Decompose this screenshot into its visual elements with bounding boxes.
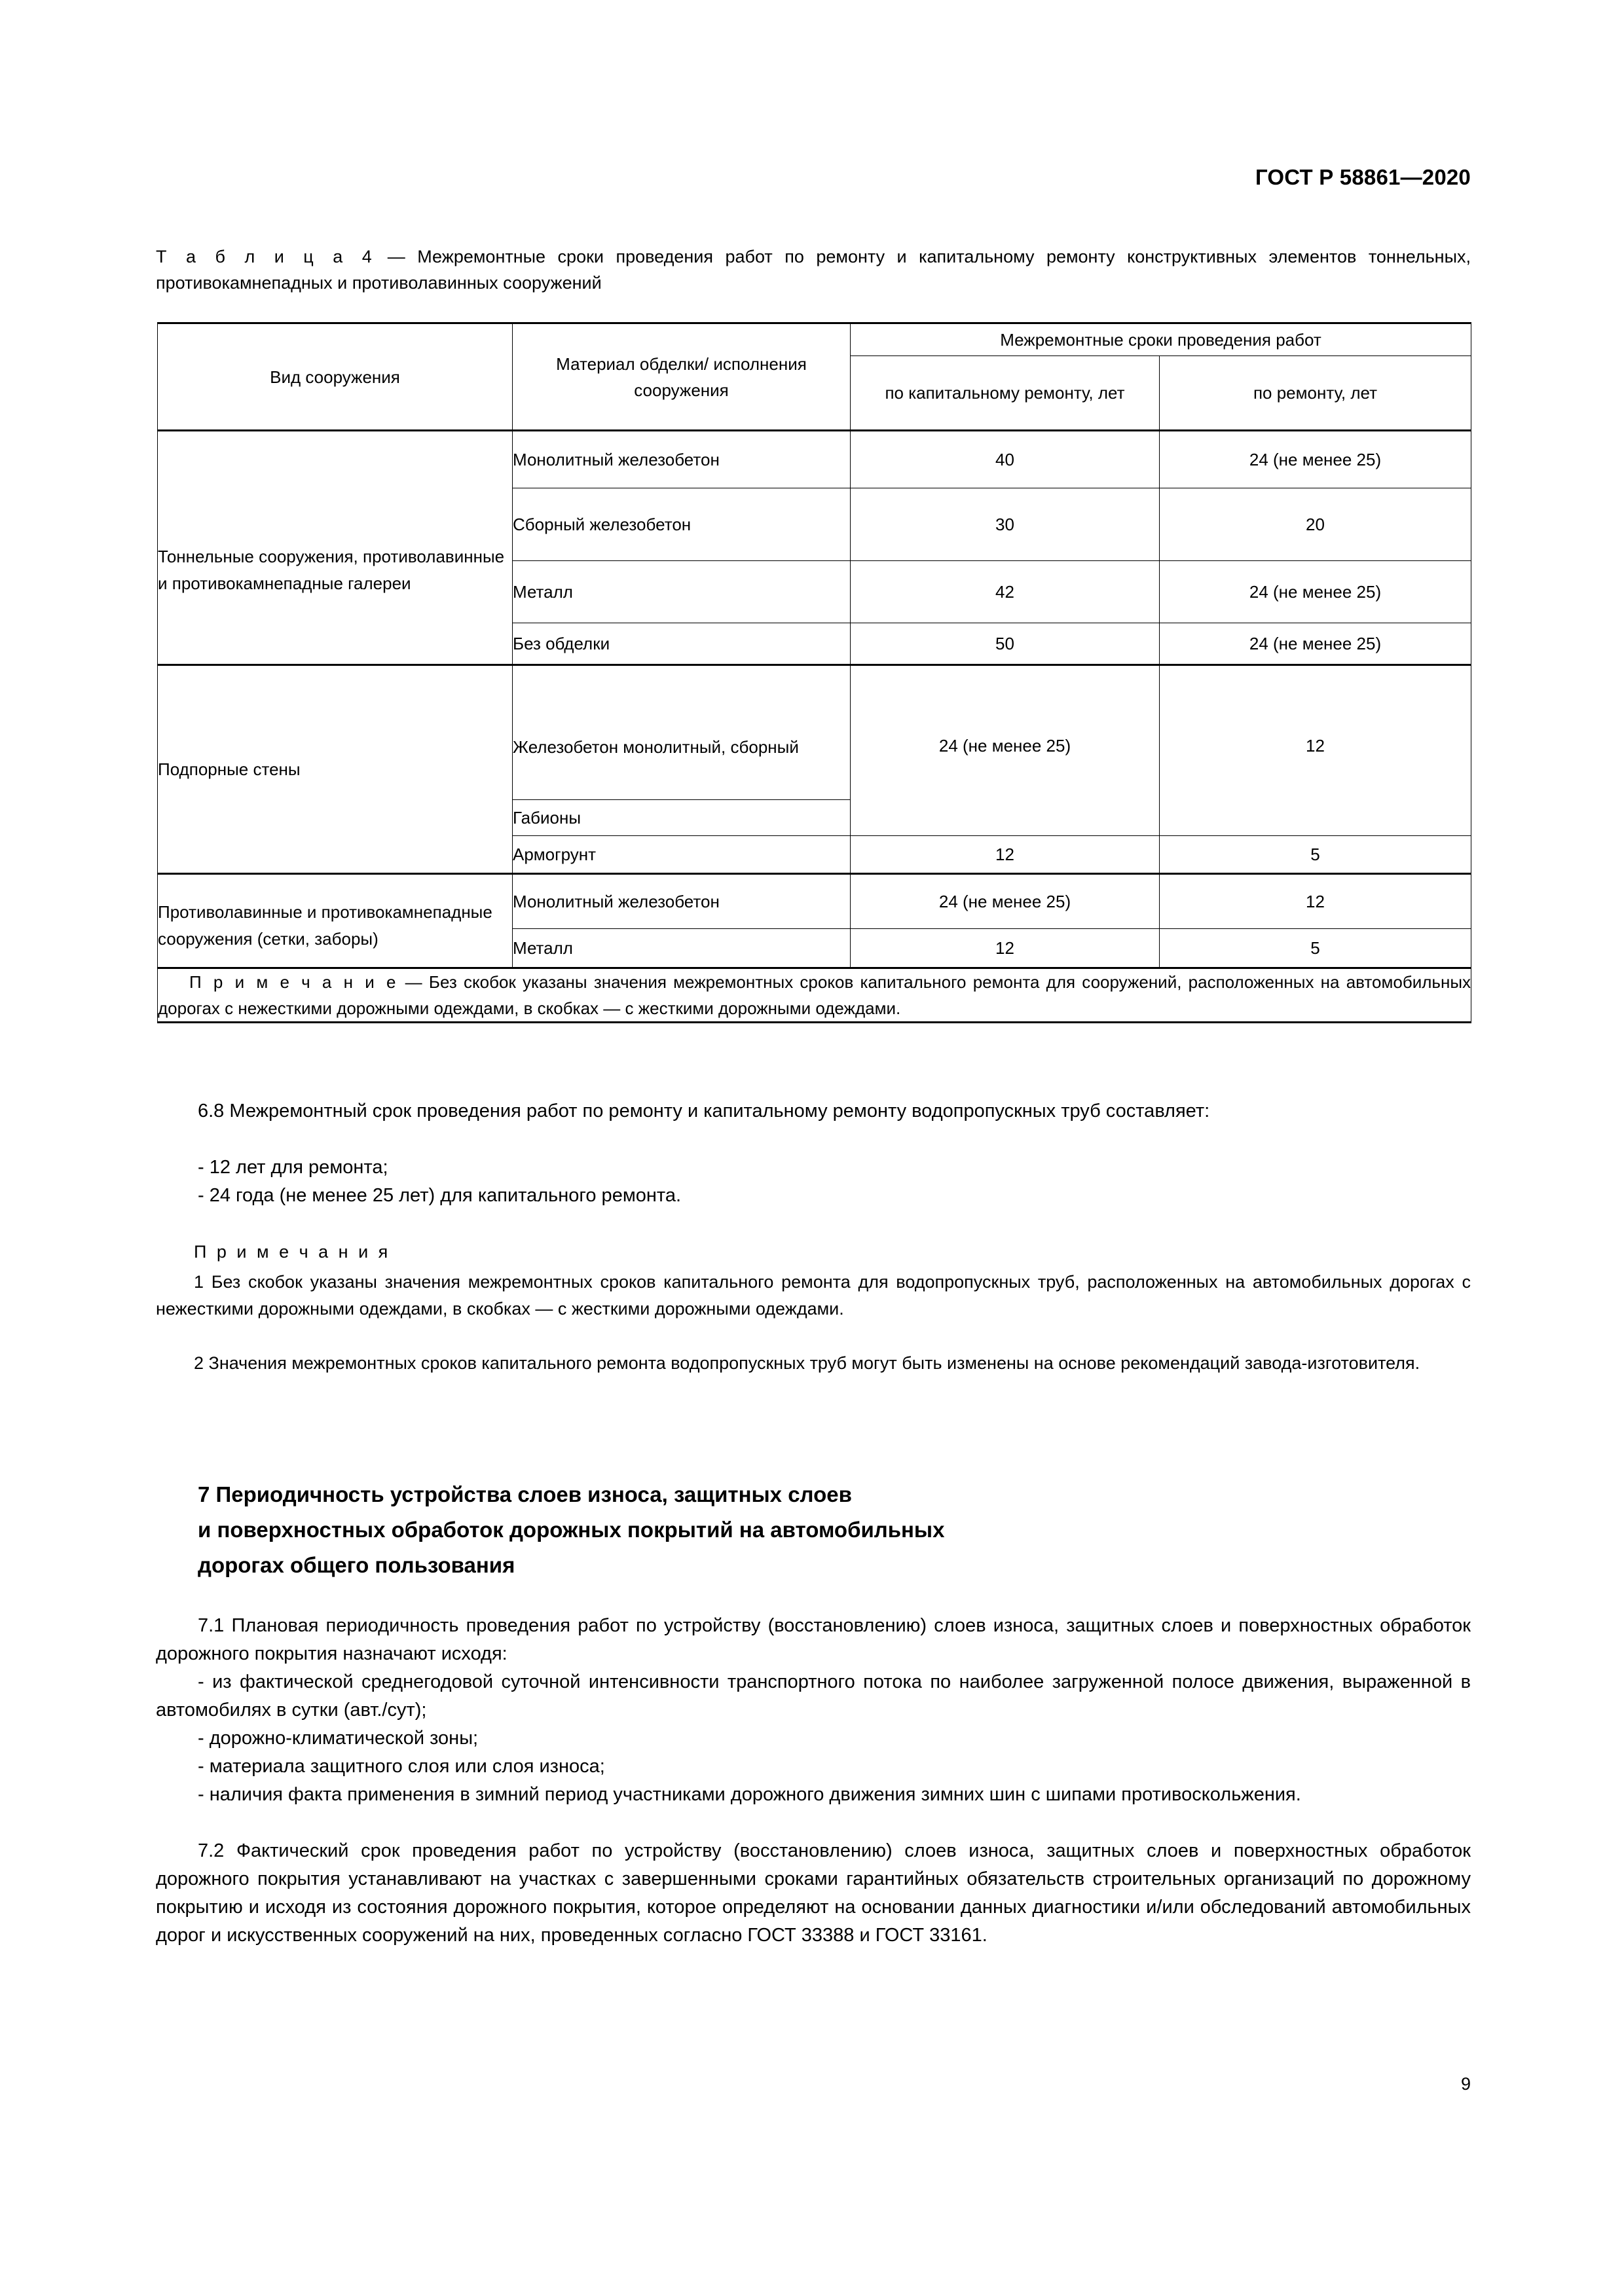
cell-capital-repair: 12 — [851, 929, 1160, 968]
document-header-standard-id: ГОСТ Р 58861—2020 — [1255, 165, 1471, 189]
table-note-text: Без скобок указаны значения межремонтных сроков капитального ремонта для сооружений, расположенных на автомобильных дорогах с нежесткими дорожными одеждами, в скобках — с жесткими дорожными одеждами. — [158, 972, 1471, 1018]
header-maintenance-intervals-group: Межремонтные сроки проведения работ — [851, 323, 1471, 356]
cell-repair: 24 (не менее 25) — [1160, 623, 1471, 665]
cell-structure-type: Тоннельные сооружения, противолавинные и противокамнепадные галереи — [158, 431, 513, 665]
cell-capital-repair: 12 — [851, 836, 1160, 874]
table-caption — [156, 244, 1471, 296]
table-caption-dash: — — [375, 247, 418, 266]
cell-capital-repair: 24 (не менее 25) — [851, 874, 1160, 929]
cell-material: Без обделки — [513, 623, 851, 665]
clause-7-1-bullet-1: - из фактической среднегодовой суточной интенсивности транспортного потока по наиболее загруженной полосе движения, выраженной в автомобилях в сутки (авт./сут); — [156, 1671, 1471, 1721]
header-lining-material: Материал обделки/ исполнения сооружения — [513, 323, 851, 431]
clause-7-2-text: 7.2 Фактический срок проведения работ по устройству (восстановлению) слоев износа, защитных слоев и поверхностных обработок дорожного покрытия устанавливают на участках с завершенными сроками гарантийных обязательств строительных организаций по дорожному покрытию и исходя из состояния дорожного покрытия, которое определяют на основании данных диагностики и/или обследований автомобильных дорог и искусственных сооружений на них, проведенных согласно ГОСТ 33388 и ГОСТ 33161. — [156, 1840, 1471, 1946]
cell-repair: 12 — [1160, 874, 1471, 929]
cell-material: Монолитный железобетон — [513, 874, 851, 929]
cell-capital-repair: 50 — [851, 623, 1160, 665]
cell-material: Армогрунт — [513, 836, 851, 874]
cell-material: Металл — [513, 561, 851, 623]
cell-repair: 24 (не менее 25) — [1160, 561, 1471, 623]
cell-material: Металл — [513, 929, 851, 968]
cell-repair: 20 — [1160, 488, 1471, 561]
cell-capital-repair: 30 — [851, 488, 1160, 561]
section-7-title-line-1: 7 Периодичность устройства слоев износа, защитных слоев — [198, 1482, 852, 1506]
page-number: 9 — [1460, 2074, 1471, 2094]
clause-6-8-bullet-2: - 24 года (не менее 25 лет) для капитального ремонта. — [198, 1185, 682, 1206]
clause-6-8-bullet-1: - 12 лет для ремонта; — [198, 1157, 388, 1178]
table-row — [158, 431, 1471, 488]
cell-material: Габионы — [513, 800, 851, 836]
clause-6-8-intro: 6.8 Межремонтный срок проведения работ по ремонту и капитальному ремонту водопропускных труб составляет: — [198, 1101, 1210, 1121]
cell-capital-repair: 42 — [851, 561, 1160, 623]
clause-7-1-bullet-2: - дорожно-климатической зоны; — [198, 1728, 479, 1749]
cell-repair: 5 — [1160, 836, 1471, 874]
table-caption-label: Т а б л и ц а 4 — [156, 247, 376, 266]
section-7-title-line-2: и поверхностных обработок дорожных покрытий на автомобильных — [198, 1518, 945, 1542]
table-row — [158, 874, 1471, 929]
clause-7-1-intro: 7.1 Плановая периодичность проведения работ по устройству (восстановлению) слоев износа, защитных слоев и поверхностных обработок дорожного покрытия назначают исходя: — [156, 1615, 1471, 1664]
table-row — [158, 665, 1471, 800]
table-note-row — [158, 968, 1471, 1023]
cell-capital-repair: 24 (не менее 25) — [851, 665, 1160, 836]
cell-material: Монолитный железобетон — [513, 431, 851, 488]
header-structure-type: Вид сооружения — [158, 323, 513, 431]
cell-repair: 5 — [1160, 929, 1471, 968]
table-note — [158, 968, 1471, 1023]
cell-repair: 24 (не менее 25) — [1160, 431, 1471, 488]
cell-structure-type: Подпорные стены — [158, 665, 513, 874]
cell-structure-type: Противолавинные и противокамнепадные сооружения (сетки, заборы) — [158, 874, 513, 968]
header-capital-repair-years: по капитальному ремонту, лет — [851, 356, 1160, 431]
table-caption-text: Межремонтные сроки проведения работ по ремонту и капитальному ремонту конструктивных элементов тоннельных, противокамнепадных и противолавинных сооружений — [156, 247, 1471, 293]
table-header-row-1 — [158, 323, 1471, 356]
section-7-title-line-3: дорогах общего пользования — [198, 1553, 515, 1577]
cell-material: Сборный железобетон — [513, 488, 851, 561]
notes-title: П р и м е ч а н и я — [194, 1242, 391, 1262]
header-repair-years: по ремонту, лет — [1160, 356, 1471, 431]
clause-7-1-bullet-3: - материала защитного слоя или слоя износа; — [198, 1756, 605, 1777]
note-item-1: 1 Без скобок указаны значения межремонтных сроков капитального ремонта для водопропускных труб, расположенных на автомобильных дорогах с нежесткими дорожными одеждами, в скобках — с жесткими дорожными одеждами. — [156, 1272, 1471, 1319]
table-note-dash: — — [398, 972, 429, 992]
cell-repair: 12 — [1160, 665, 1471, 836]
table-head — [158, 323, 1471, 431]
table-4 — [157, 322, 1471, 1023]
note-item-2: 2 Значения межремонтных сроков капитального ремонта водопропускных труб могут быть изменены на основе рекомендаций завода-изготовителя. — [194, 1353, 1420, 1373]
clause-7-1-bullet-4: - наличия факта применения в зимний период участниками дорожного движения зимних шин с шипами противоскольжения. — [198, 1784, 1301, 1805]
table-body — [158, 431, 1471, 1023]
table-note-label: П р и м е ч а н и е — [189, 972, 399, 992]
cell-capital-repair: 40 — [851, 431, 1160, 488]
cell-material: Железобетон монолитный, сборный — [513, 665, 851, 800]
